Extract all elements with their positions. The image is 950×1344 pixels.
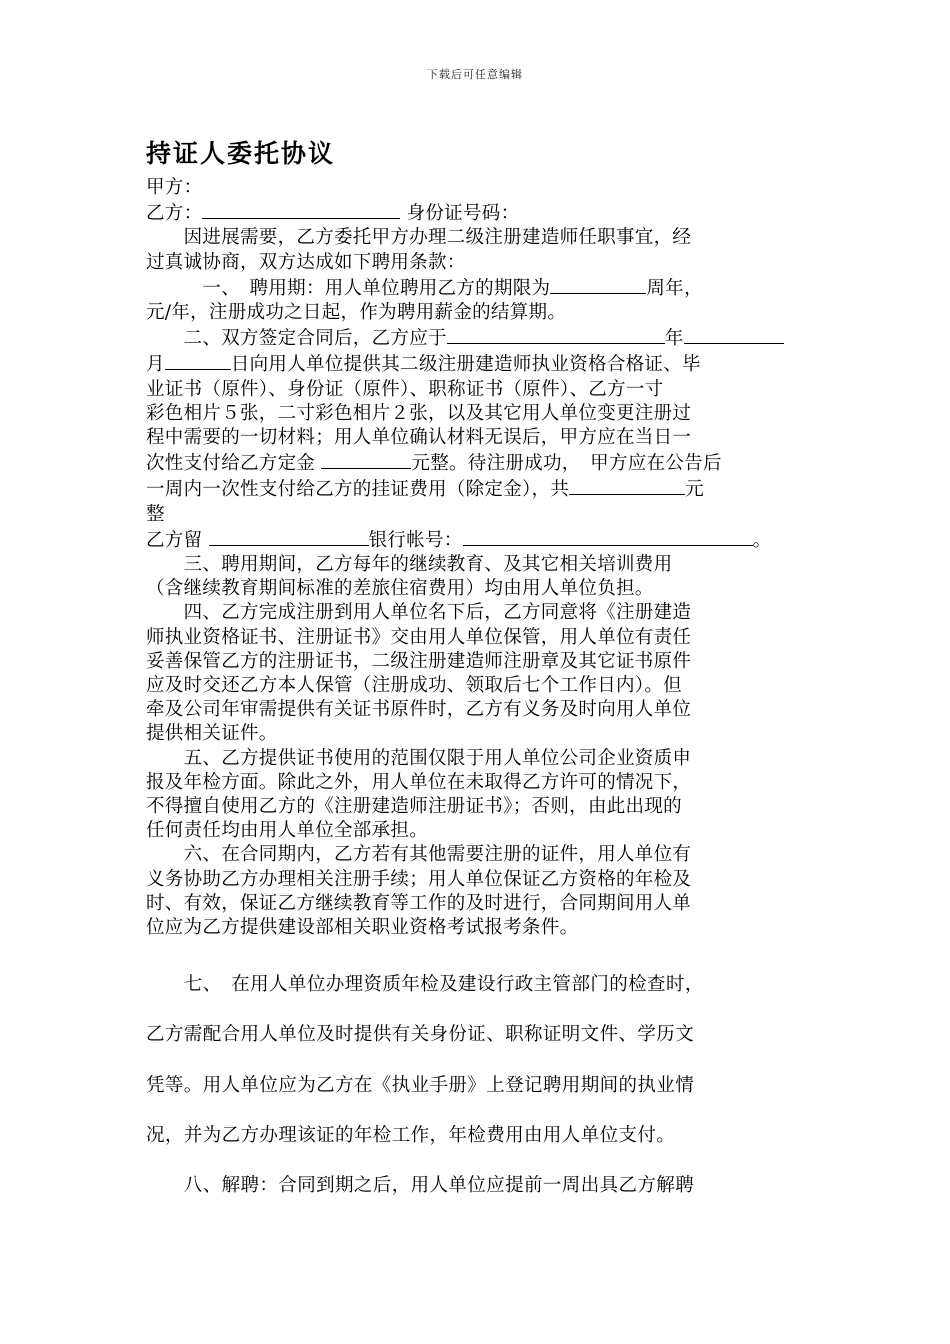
paragraph-line: 四、乙方完成注册到用人单位名下后，乙方同意将《注册建造 [146,602,692,624]
paragraph-line: 提供相关证件。 [146,723,278,745]
bank-account-label: 银行帐号： [368,529,463,551]
deposit-amount-blank [321,450,411,469]
party-b-label: 乙方： [146,203,203,225]
bank-account-blank [463,527,753,546]
month-blank [684,325,784,344]
paragraph-line: 应及时交还乙方本人保管（注册成功、领取后七个工作日内）。但 [146,675,682,697]
clause-7-line: 七、 在用人单位办理资质年检及建设行政主管部门的检查时， [146,974,704,995]
fee-line [146,476,810,502]
paragraph-line: 六、在合同期内，乙方若有其他需要注册的证件，用人单位有 [146,844,692,866]
paragraph-line: 牵及公司年审需提供有关证书原件时，乙方有义务及时向用人单位 [146,699,692,721]
clause-2-text: 日向用人单位提供其二级注册建造师执业资格合格证、毕 [230,354,701,376]
year-label: 年 [664,328,684,350]
month-label: 月 [146,354,165,376]
paragraph-line: 报及年检方面。除此之外，用人单位在未取得乙方许可的情况下， [146,771,692,793]
paragraph-line: 任何责任均由用人单位全部承担。 [146,820,429,842]
clause-1-line [146,275,810,301]
party-b-keep-label: 乙方留 [146,529,209,551]
clause-2-text: 二、双方签定合同后，乙方应于 [146,328,447,350]
day-blank [165,351,231,370]
clause-7-line: 乙方需配合用人单位及时提供有关身份证、职称证明文件、学历文 [146,1024,695,1045]
fee-text: 一周内一次性支付给乙方的挂证费用（除定金），共 [146,479,570,501]
clause-7-line: 况，并为乙方办理该证的年检工作，年检费用由用人单位支付。 [146,1125,676,1146]
year-blank [447,325,665,344]
page-title: 持证人委托协议 [146,139,336,168]
contract-body [146,176,810,940]
clause-2-line [146,325,810,351]
deposit-line [146,450,810,476]
paragraph-line: 过真诚协商，双方达成如下聘用条款： [146,251,466,273]
party-a-label: 甲方： [146,177,203,198]
paragraph-line: （含继续教育期间标准的差旅住宿费用）均由用人单位负担。 [146,578,654,600]
term-years-blank [550,275,646,294]
period-mark: 。 [752,529,772,551]
clause-8-line: 八、解聘：合同到期之后，用人单位应提前一周出具乙方解聘 [146,1175,695,1196]
deposit-text: 次性支付给乙方定金 [146,453,322,475]
paragraph-line: 整 [146,503,165,525]
fee-unit: 元 [685,479,704,501]
paragraph-line: 三、聘用期间，乙方每年的继续教育、及其它相关培训费用 [146,554,673,576]
paragraph-line: 彩色相片５张，二寸彩色相片２张，以及其它用人单位变更注册过 [146,402,692,424]
header-note: 下载后可任意编辑 [427,68,523,81]
paragraph-line: 时、有效，保证乙方继续教育等工作的及时进行，合同期间用人单 [146,892,692,914]
paragraph-line: 业证书（原件）、身份证（原件）、职称证书（原件）、乙方一寸 [146,378,664,400]
fee-amount-blank [569,476,685,495]
clause-7-line: 凭等。用人单位应为乙方在《执业手册》上登记聘用期间的执业情 [146,1075,695,1096]
clause-1-unit: 周年， [646,277,703,299]
paragraph-line: 因进展需要，乙方委托甲方办理二级注册建造师任职事宜，经 [146,227,692,249]
bank-line [146,527,810,553]
paragraph-line: 不得擅自使用乙方的《注册建造师注册证书》；否则，由此出现的 [146,796,682,818]
paragraph-line: 妥善保管乙方的注册证书，二级注册建造师注册章及其它证书原件 [146,650,692,672]
paragraph-line: 义务协助乙方办理相关注册手续；用人单位保证乙方资格的年检及 [146,868,692,890]
deposit-text-rest: 元整。待注册成功， 甲方应在公告后 [411,453,722,475]
paragraph-line: 师执业资格证书、注册证书》交由用人单位保管，用人单位有责任 [146,626,692,648]
clause-2-line [146,351,810,377]
paragraph-line: 元/年，注册成功之日起，作为聘用薪金的结算期。 [146,302,567,324]
bank-name-blank [209,527,369,546]
party-b-name-blank [202,200,400,219]
paragraph-line: 程中需要的一切材料；用人单位确认材料无误后，甲方应在当日一 [146,427,692,449]
paragraph-line: 位应为乙方提供建设部相关职业资格考试报考条件。 [146,917,579,939]
paragraph-line: 五、乙方提供证书使用的范围仅限于用人单位公司企业资质申 [146,747,692,769]
party-a-line [146,176,810,200]
id-number-label: 身份证号码： [400,203,520,225]
clause-1-text: 一、 聘用期：用人单位聘用乙方的期限为 [146,277,551,299]
party-b-line [146,200,810,226]
